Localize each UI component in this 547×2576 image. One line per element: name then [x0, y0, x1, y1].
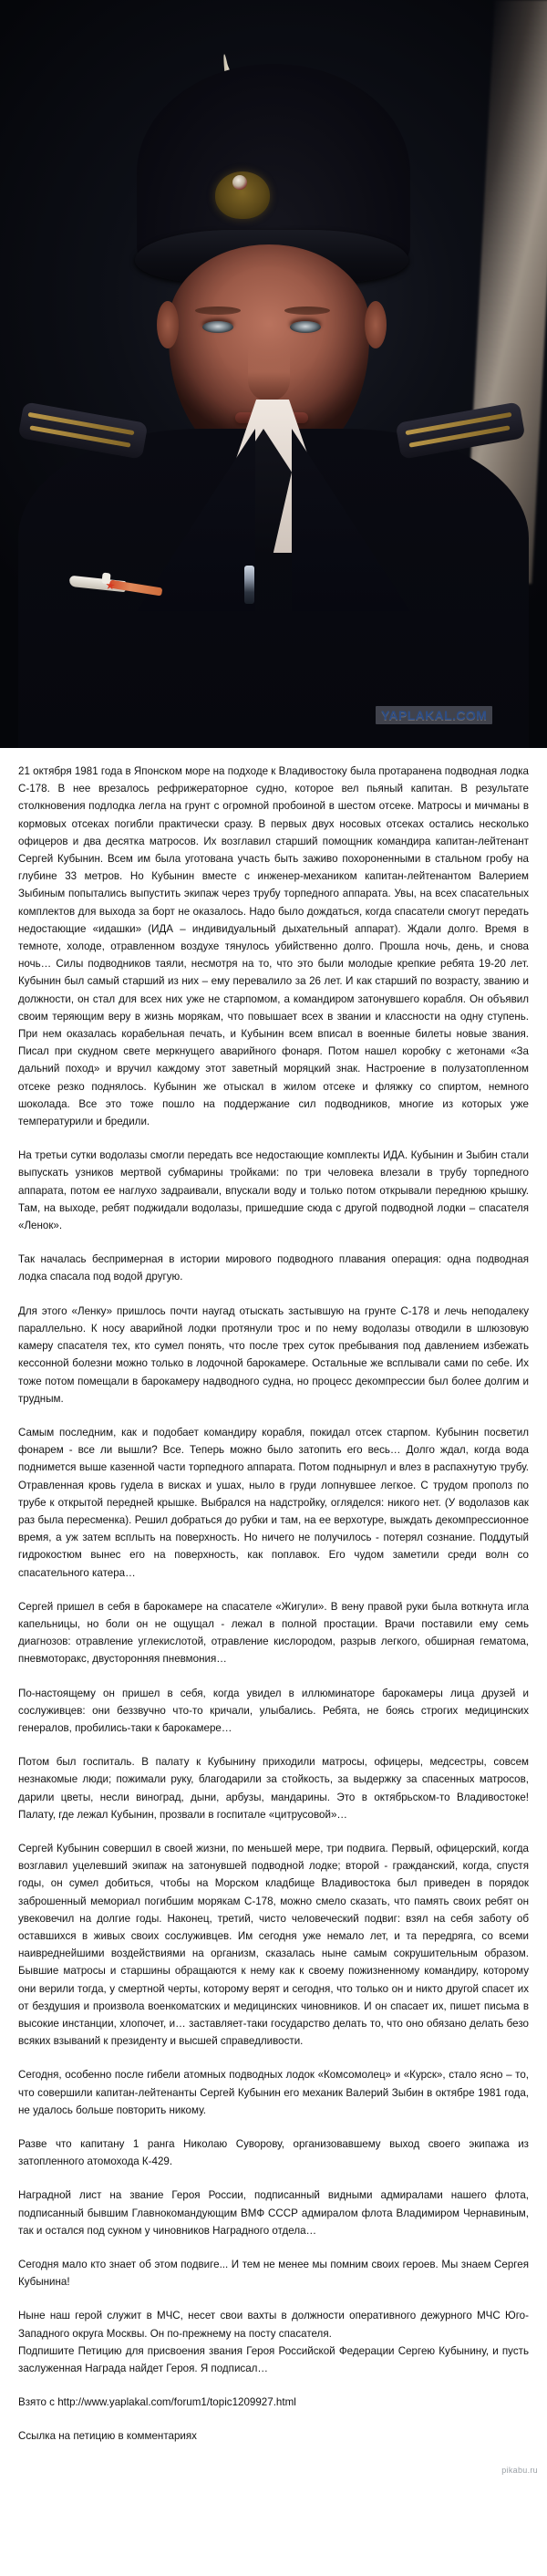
article-paragraph: Потом был госпиталь. В палату к Кубынину приходили матросы, офицеры, медсестры, совсем незнакомые люди; пожимали руку, благодарили за стойкость, за выдержку за спасенных матросов, дарили цветы, несли виноград, дыни, арбузы, мандарины. Это в октябрьском-то Владивостоке! Палату, где лежал Кубынин, прозвали в госпитале «цитрусовой»…	[18, 1756, 529, 1821]
article-paragraph: Самым последним, как и подобает командиру корабля, покидал отсек старпом. Кубынин посветил фонарем - все ли вышли? Все. Теперь можно было затопить его весь… Долго ждал, когда вода поднимется выше казенной части торпедного аппарата. Потом поднырнул и влез в распахнутую трубу. Отравленная кровь гудела в висках и ушах, ныло в груди лопнувшее легкое. С трудом прополз по трубе к открытой передней крышке. Выбрался на надстройку, огляделся: никого нет. (У водолазов как раз была пересменка). Решил добраться до рубки и там, на ее верхотуре, выждать декомпрессионное время, а уж затем всплыть на поверхность. Но ничего не получилось - потерял сознание. Поддутый гидрокостюм вынес его на поверхность, как поплавок. Его чудом заметили среди волн со спасательного катера…	[18, 1426, 529, 1579]
eye-left	[202, 321, 233, 333]
eye-right	[290, 321, 321, 333]
article-paragraph: Сегодня мало кто знает об этом подвиге... И тем не менее мы помним своих героев. Мы знаем Сергея Кубынина!	[18, 2259, 529, 2289]
article-paragraph: По-настоящему он пришел в себя, когда увидел в иллюминаторе барокамеры лица друзей и сослуживцев: они беззвучно что-то кричали, улыбались. Ребята, не боясь строгих медицинских генералов, пробились-таки к барокамере…	[18, 1687, 529, 1734]
petition-note-paragraph: Ссылка на петицию в комментариях	[18, 2430, 197, 2443]
article-body	[0, 748, 547, 2477]
eyebrow-left	[195, 306, 241, 315]
portrait-photo	[0, 0, 547, 748]
article-paragraph: Сегодня, особенно после гибели атомных подводных лодок «Комсомолец» и «Курск», стало ясно – то, что совершили капитан-лейтенанты Сергей Кубынин его механик Валерий Зыбин в октябре 1981 года, не удалось больше повторить никому.	[18, 2069, 529, 2116]
article-paragraph: Сергей пришел в себя в барокамере на спасателе «Жигули». В вену правой руки была воткнута игла капельницы, но боли он не ощущал - лежал в полной простации. Врачи поставили ему семь диагнозов: отравление углекислотой, отравление кислородом, разрыв легкого, обширная гематома, пневмоторакс, двусторонняя пневмония…	[18, 1600, 529, 1666]
ear-right	[365, 301, 387, 348]
eyebrow-right	[284, 306, 330, 315]
article-paragraph: Ныне наш герой служит в МЧС, несет свои вахты в должности оперативного дежурного МЧС Юго-Западного округа Москвы. Он по-прежнему на посту спасателя.	[18, 2310, 529, 2340]
submarine-badge-ribbon	[109, 580, 163, 597]
article-paragraph: Наградной лист на звание Героя России, подписанный видными адмиралами нашего флота, подписанный бывшим Главнокомандующим ВМФ СССР адмиралом флота Владимиром Чернавиным, так и остался под сукном у чиновников Наградного отдела…	[18, 2189, 529, 2237]
pikabu-watermark: pikabu.ru	[501, 2465, 538, 2475]
article-paragraph: Так началась беспримерная в истории мирового подводного плавания операция: одна подводная лодка спасала под водой другую.	[18, 1253, 529, 1283]
article-paragraph: На третьи сутки водолазы смогли передать все недостающие комплекты ИДА. Кубынин и Зыбин стали выпускать узников мертвой субмарины тройками: по три человека влезали в трубу торпедного аппарата, потом ее наглухо задраивали, впускали воду и только потом открывали переднюю крышку. Там, на выходе, ребят поджидали водолазы, пришедшие сюда с другой подводной лодки – спасателя «Ленок».	[18, 1149, 529, 1232]
article-paragraph: Подпишите Петицию для присвоения звания Героя Российской Федерации Сергею Кубынину, и пусть заслуженная Награда найдет Героя. Я подписал…	[18, 2344, 529, 2375]
article-paragraph: Для этого «Ленку» пришлось почти наугад отыскать застывшую на грунте С-178 и лечь неподалеку параллельно. К носу аварийной лодки протянули трос и по нему водолазы отводили в шлюзовую камеру спасателя тех, кто сумел понять, что после трех суток пребывания под давлением избежать кессонной болезни можно только в лодочной барокамере. Остальные же всплывали сами по себе. Их тоже потом помещали в барокамеру надводного судна, но процесс декомпрессии был более долгим и трудным.	[18, 1304, 529, 1405]
source-link-paragraph[interactable]: Взято с http://www.yaplakal.com/forum1/topic1209927.html	[18, 2396, 296, 2409]
article-paragraph: Разве что капитану 1 ранга Николаю Суворову, организовавшему выход своего экипажа из затопленного атомохода К-429.	[18, 2138, 529, 2168]
article-paragraph: Сергей Кубынин совершил в своей жизни, по меньшей мере, три подвига. Первый, офицерский, когда возглавил уцелевший экипаж на затонувшей подводной лодке; второй - гражданский, когда, спустя годы, он сумел добиться, чтобы на Морском кладбище Владивостока был приведен в порядок заброшенный мемориал погибшим морякам С-178, можно смело сказать, что память своих ребят он увековечил на долгие годы. Наконец, третий, чисто человеческий подвиг: взял на себя заботу об оставшихся в живых своих сослуживцев. Им сегодня уже немало лет, и та передряга, со всеми наивреднейшими воздействиями на организм, сказалась ныне самым сокрушительным образом. Бывшие матросы и старшины обращаются к нему как к своему пожизненному командиру, которому они верили тогда, у смертной черты, которому верят и сегодня, что только он и никто другой спасет их от бездушия и произвола военкоматских и медицинских чиновников. И он спасает их, пишет письма в высокие инстанции, хлопочет, и… заставляет-таки государство делать то, что оно обязано делать безо всяких взываний к президенту и высшей справедливости.	[18, 1842, 529, 2048]
yaplakal-watermark: YAPLAKAL.COM	[376, 706, 492, 724]
submarine-badge-icon	[69, 573, 164, 595]
uniform-pin-icon	[244, 566, 254, 604]
article-paragraph: 21 октября 1981 года в Японском море на подходе к Владивостоку была протаранена подводная лодка С-178. В нее врезалось рефрижераторное судно, которое вел пьяный капитан. В результате столкновения подлодка легла на грунт с огромной пробоиной в шестом отсеке. Матросы и мичманы в кормовых отсеках погибли практически сразу. В первых двух носовых отсеках остались несколько офицеров и два десятка матросов. Их возглавил старший помощник командира капитан-лейтенант Сергей Кубынин. Всем им была уготована участь быть заживо похороненными в стальном гробу на глубине 33 метров. Но Кубынин вместе с инженер-механиком капитан-лейтенантом Валерием Зыбиным попытались выпустить экипаж через трубу торпедного аппарата. Увы, на всех спасательных комплектов для выхода за борт не оказалось. Надо было дождаться, когда спасатели смогут передать недостающие «идашки» (ИДА – индивидуальный дыхательный аппарат). Ждали долго. Время в темноте, холоде, отравленном воздухе тянулось убийственно долго. Прошла ночь, день, и снова ночь… Силы подводников таяли, несмотря на то, что это были молодые крепкие ребята 19-20 лет. Кубынин был самый старший из них – ему перевалило за 26 лет. И как старший по возрасту, званию и должности, он стал для всех них уже не старпомом, а командиром затонувшего корабля. Он объявил своим теряющим веру в жизнь морякам, что повышает всех в звании и классности на одну ступень. При нем оказалась корабельная печать, и Кубынин всем вписал в военные билеты новые звания. Писал при скудном свете меркнущего аварийного фонаря. Потом нашел коробку с жетонами «За дальний поход» и вручил каждому этот заветный моряцкий знак. Настроение в полузатопленном отсеке резко поднялось. Кубынин же отыскал в жилом отсеке и фляжку со спиртом, немного шоколада. Все это тоже пошло на поддержание сил подводников, многие из которых уже температурили и бредили.	[18, 765, 529, 1128]
ear-left	[157, 301, 179, 348]
cap-cockade-icon	[232, 175, 247, 190]
nose	[248, 336, 290, 401]
